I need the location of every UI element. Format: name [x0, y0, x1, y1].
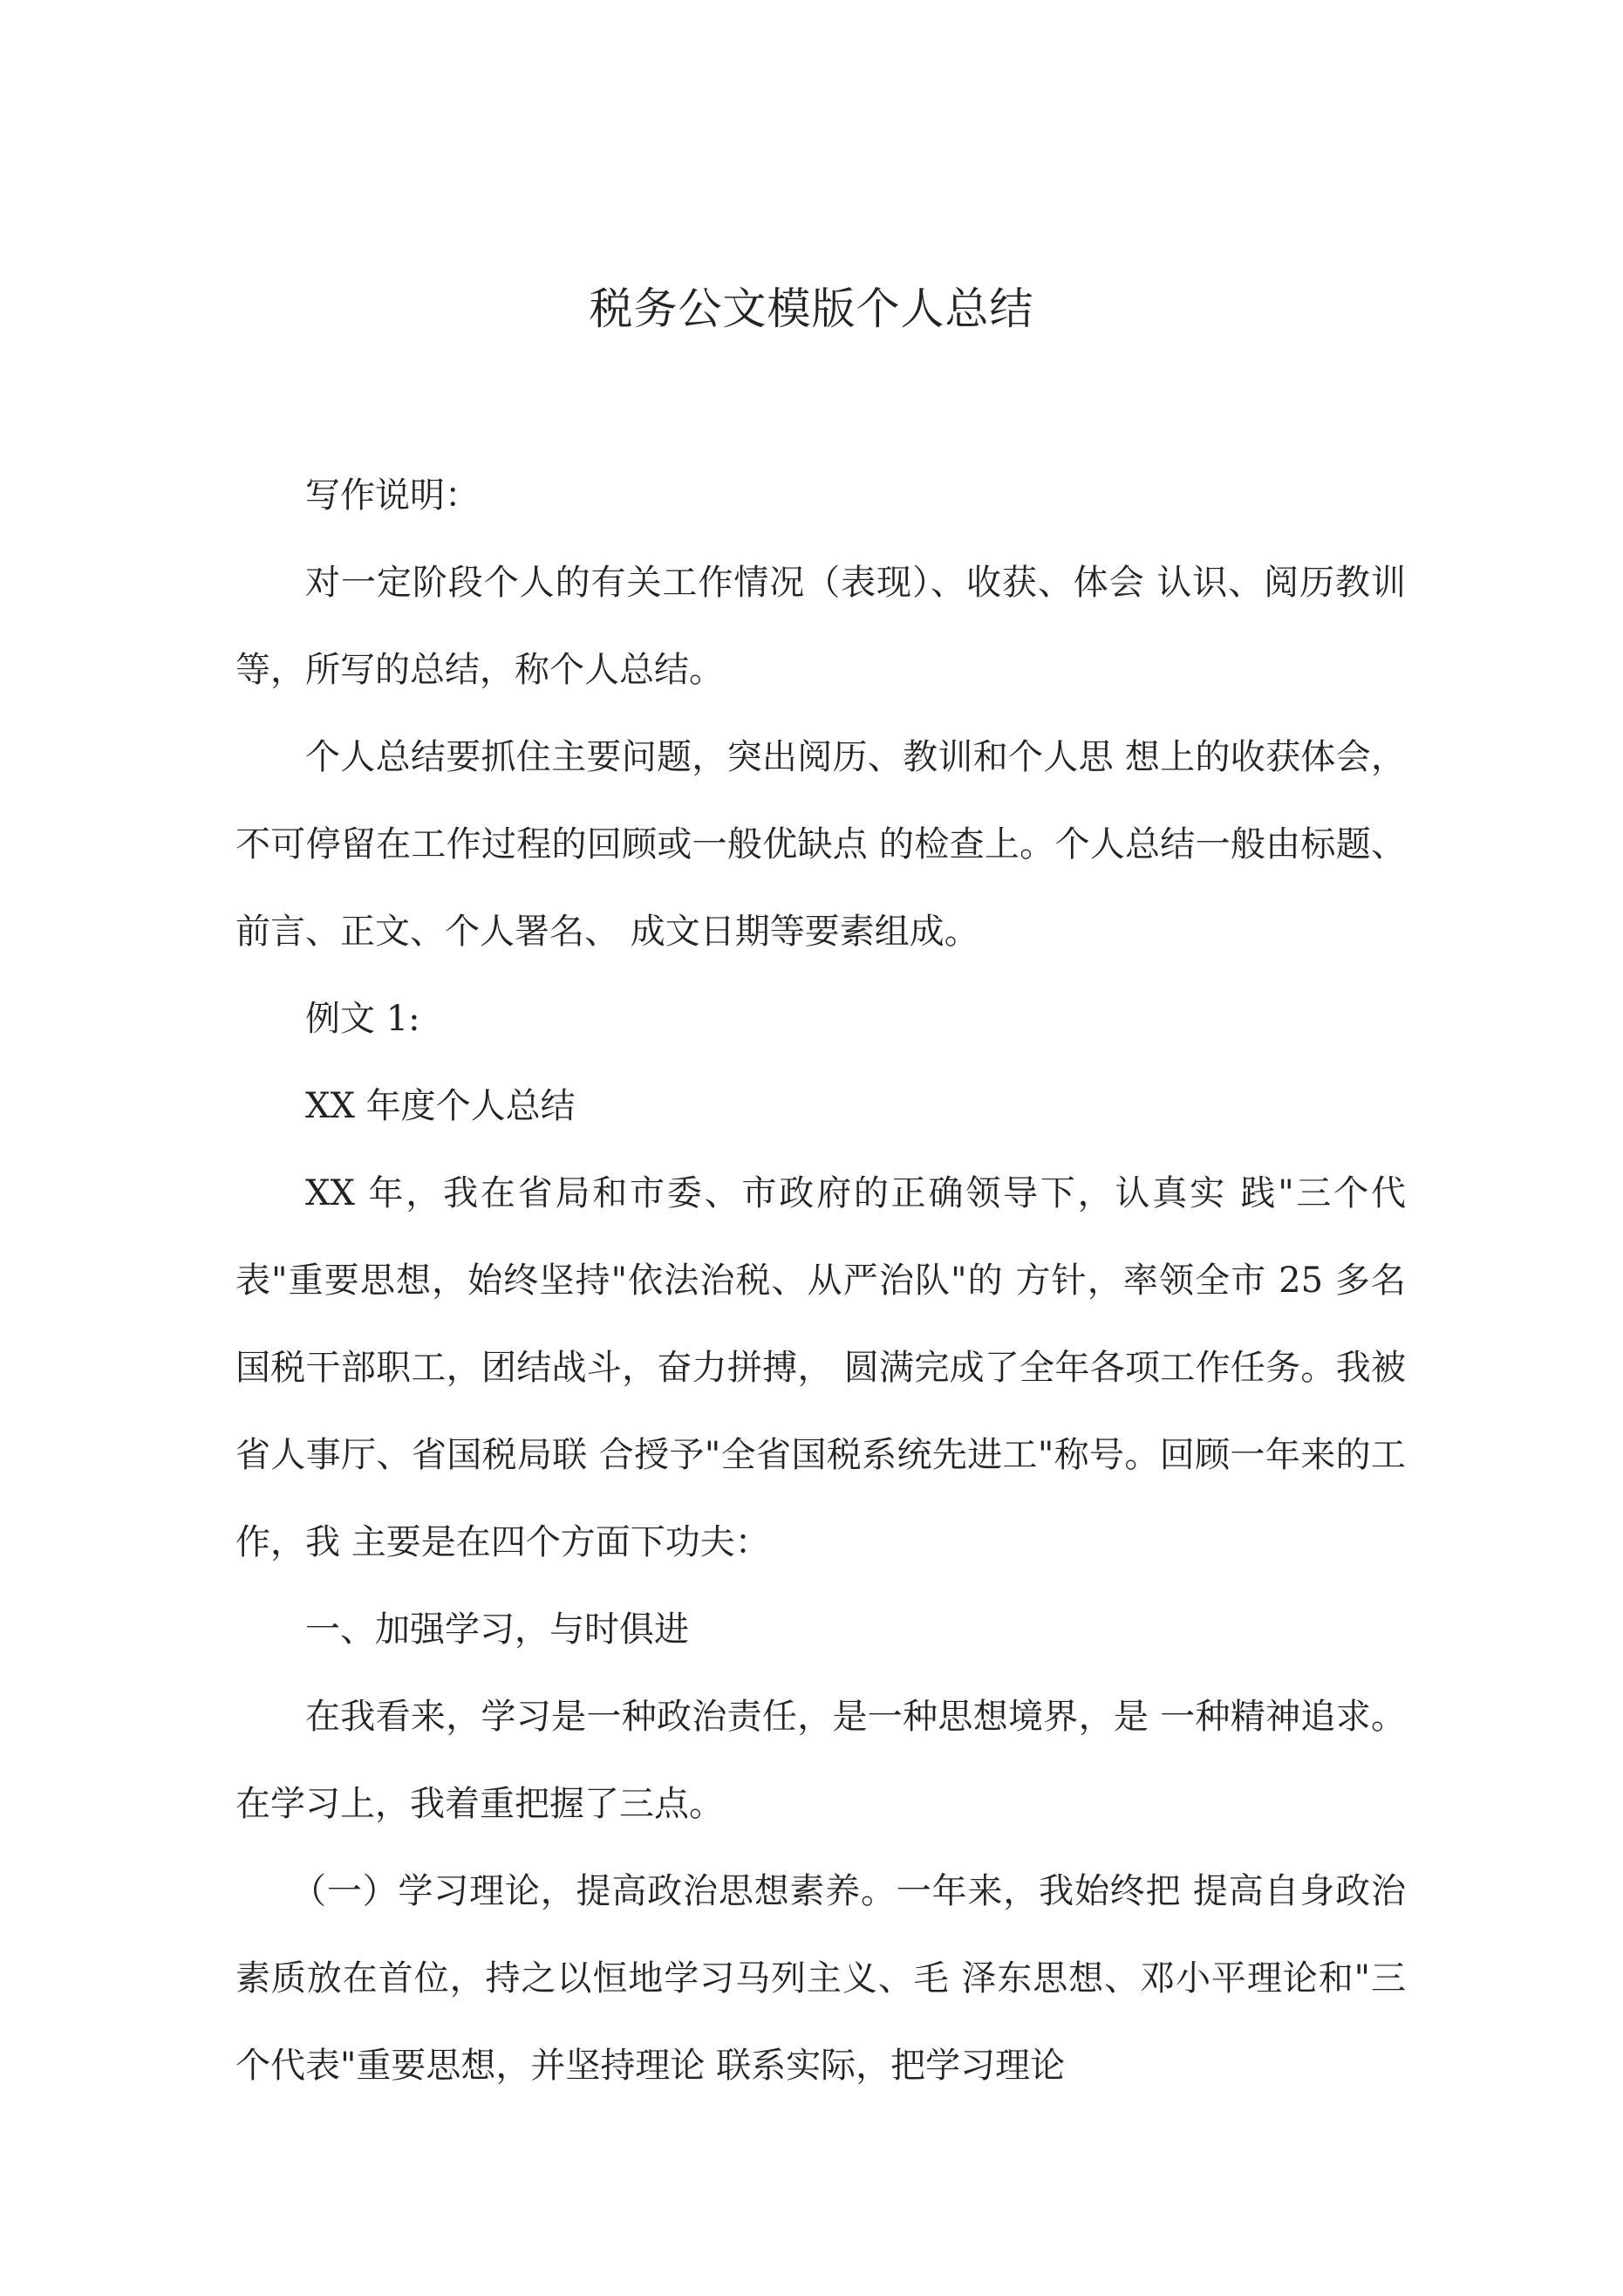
section-heading-study: 一、加强学习，与时俱进 — [305, 1609, 689, 1650]
paragraph-example-intro: XX 年，我在省局和市委、市政府的正确领导下，认真实 践"三个代表"重要思想，始终坚持"依法治税、从严治队"的 方针，率领全市 25 多名国税干部职工，团结战斗，奋力拼搏， 圆满完成了全年各项工作任务。我被省人事厅、省国税局联 合授予"全省国税系统先进工"称号。回顾一年来的工作，我 主要是在四个方面下功夫： — [235, 1173, 1406, 1562]
paragraph-study-theory: （一）学习理论，提高政治思想素养。一年来，我始终把 提高自身政治素质放在首位，持之以恒地学习马列主义、毛 泽东思想、邓小平理论和"三个代表"重要思想，并坚持理论 联系实际，把学习理论 — [235, 1871, 1406, 2086]
paragraph-requirements: 个人总结要抓住主要问题，突出阅历、教训和个人思 想上的收获体会，不可停留在工作过程的回顾或一般优缺点 的检查上。个人总结一般由标题、前言、正文、个人署名、 成文日期等要素组成。 — [235, 737, 1406, 952]
document-title: 税务公文模版个人总结 — [589, 284, 1034, 334]
paragraph-study-view: 在我看来，学习是一种政治责任，是一种思想境界，是 一种精神追求。在学习上，我着重把握了三点。 — [235, 1697, 1406, 1824]
paragraph-example-label: 例文 1: — [305, 999, 420, 1039]
paragraph-example-title: XX 年度个人总结 — [305, 1086, 576, 1126]
paragraph-writing-note-heading: 写作说明： — [305, 475, 480, 516]
paragraph-definition: 对一定阶段个人的有关工作情况（表现）、收获、体会 认识、阅历教训等，所写的总结，称个人总结。 — [235, 563, 1406, 690]
document-body — [235, 452, 1406, 2109]
